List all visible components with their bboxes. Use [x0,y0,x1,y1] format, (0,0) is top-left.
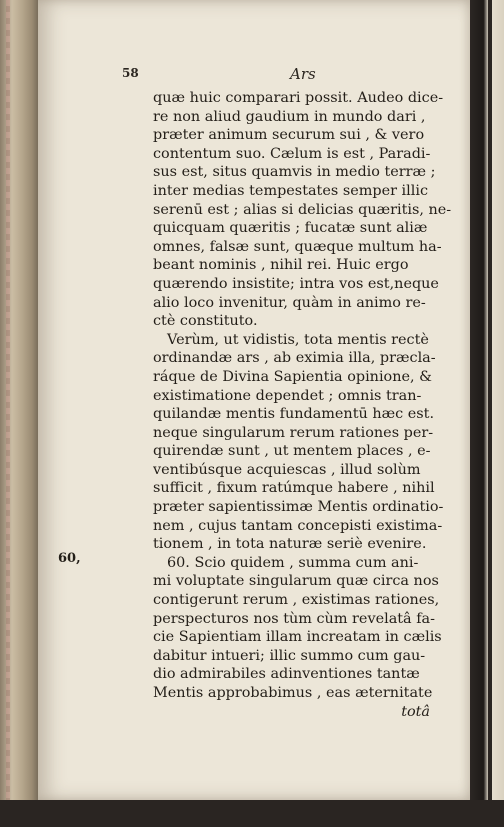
body-text [153,89,458,721]
text-line: contigerunt rerum , existimas rationes, [153,592,440,609]
text-line: existimatione dependet ; omnis tran- [153,387,422,404]
text-line: quilandæ mentis fundamentū hæc est. [153,406,435,423]
text-line: quirendæ sunt , ut mentem places , e- [153,443,431,460]
text-line: ventibúsque acquiescas , illud solùm [153,461,421,478]
text-line: ráque de Divina Sapientia opinione, & [153,368,432,385]
text-line: sus est, situs quamvis in medio terræ ; [153,164,436,181]
facing-page-edge [470,0,504,827]
text-line: beant nominis , nihil rei. Huic ergo [153,257,409,274]
text-line: neque singularum rerum rationes per- [153,424,434,441]
text-line: sufficit , fixum ratúmque habere , nihil [153,480,435,497]
text-line: quærendo insistite; intra vos est,neque [153,275,439,292]
text-line: Mentis approbabimus , eas æternitate [153,685,433,701]
text-line: Verùm, ut vidistis, tota mentis rectè [167,331,429,348]
scan-background [0,800,504,827]
text-line: quæ huic comparari possit. Audeo dice- [153,90,444,106]
text-line: re non aliud gaudium in mundo dari , [153,108,426,125]
text-line: quicquam quæritis ; fucatæ sunt aliæ [153,220,428,237]
text-line: ordinandæ ars , ab eximia illa, præcla- [153,350,436,367]
catchword: totâ [401,703,430,720]
text-line: serenū est ; alias si delicias quæritis, ne- [153,201,452,218]
text-line: contentum suo. Cælum is est , Paradi- [153,145,431,162]
text-line: dio admirabiles adinventiones tantæ [153,666,420,683]
text-line: 60. Scio quidem , summa cum ani- [167,554,419,571]
text-line: mi voluptate singularum quæ circa nos [153,573,439,590]
text-line: nem , cujus tantam concepisti existima- [153,517,443,534]
page-edges [6,0,10,827]
margin-note: 60, [58,551,81,566]
text-line: tionem , in tota naturæ seriè evenire. [153,536,427,553]
text-line: inter medias tempestates semper illic [153,182,429,199]
text-line: ctè constituto. [153,313,258,330]
text-line: alio loco invenitur, quàm in animo re- [153,294,426,311]
text-line: dabitur intueri; illic summo cum gau- [153,647,426,664]
text-line: omnes, falsæ sunt, quæque multum ha- [153,238,442,255]
running-head: Ars [290,65,316,83]
page-number: 58 [122,66,139,80]
text-line: cie Sapientiam illam increatam in cælis [153,629,442,646]
book-spine [0,0,40,827]
text-line: præter sapientissimæ Mentis ordinatio- [153,499,444,516]
text-line: præter animum securum sui , & vero [153,127,425,144]
text-line: perspecturos nos tùm cùm revelatâ fa- [153,610,435,627]
